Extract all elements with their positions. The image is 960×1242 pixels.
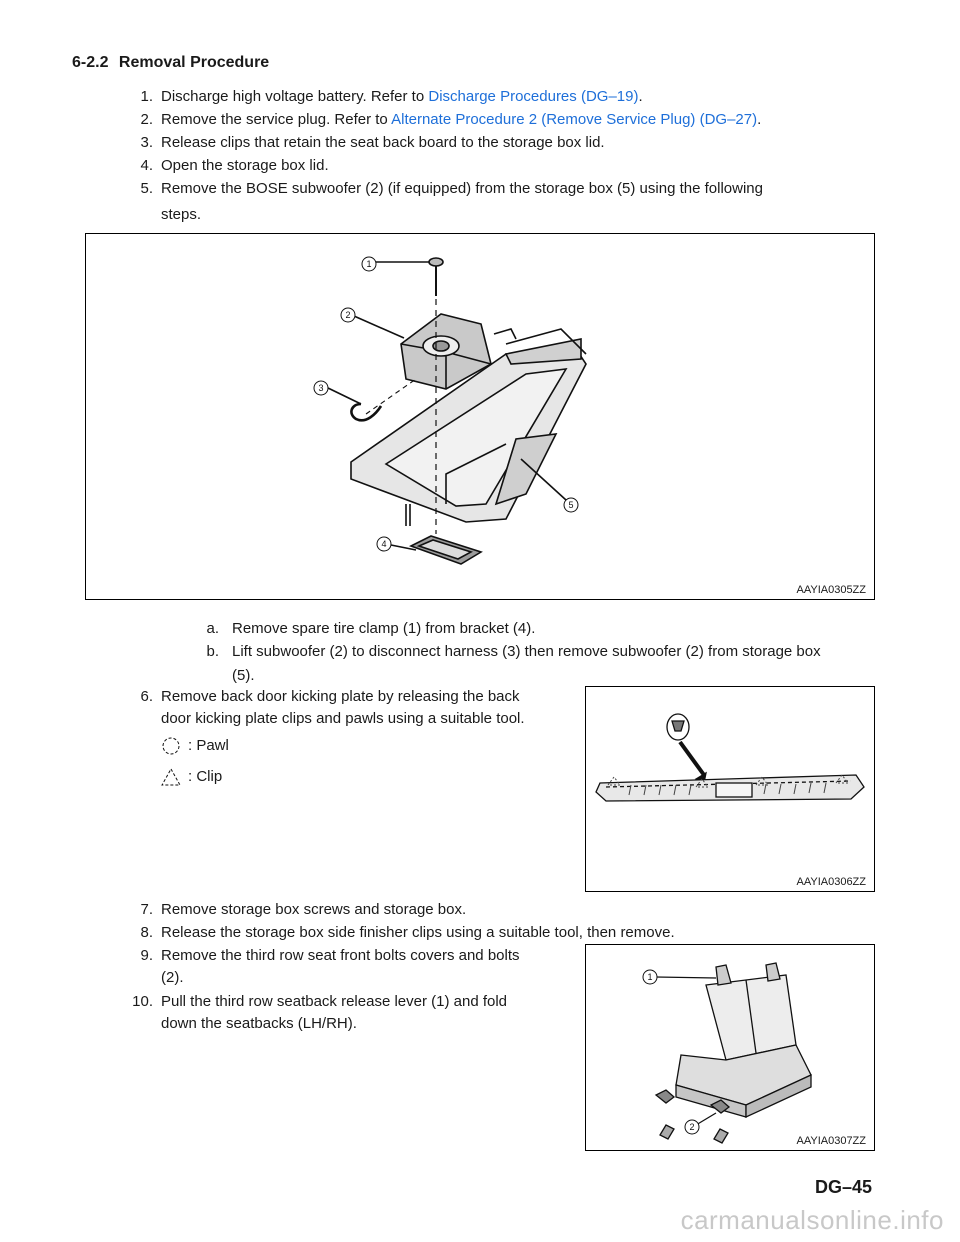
page-number: DG–45 bbox=[814, 1177, 872, 1197]
step-number: 7. bbox=[140, 901, 153, 918]
substep-text: Lift subwoofer (2) to disconnect harness (3) then remove subwoofer (2) from storage box bbox=[232, 643, 821, 660]
step-text: Discharge high voltage battery. Refer to bbox=[161, 88, 429, 105]
section-heading bbox=[72, 54, 269, 72]
step-text-continued: (2). bbox=[161, 969, 184, 986]
callout-5: 5 bbox=[568, 500, 574, 510]
step-number: 4. bbox=[140, 157, 153, 174]
figure-code: AAYIA0305ZZ bbox=[796, 584, 866, 596]
legend-clip bbox=[160, 767, 222, 787]
step-text-continued: steps. bbox=[161, 206, 202, 223]
step-text: Open the storage box lid. bbox=[161, 157, 329, 174]
step-number: 5. bbox=[140, 180, 153, 197]
watermark: carmanualsonline.info bbox=[680, 1205, 944, 1235]
figure-kicking-plate bbox=[585, 686, 875, 892]
step-text: Pull the third row seatback release lever (1) and fold bbox=[161, 993, 508, 1010]
callout-2: 2 bbox=[689, 1122, 695, 1132]
clip-triangle-icon bbox=[160, 767, 182, 787]
callout-1: 1 bbox=[647, 972, 653, 982]
step-number: 2. bbox=[140, 111, 153, 128]
step-number: 3. bbox=[140, 134, 153, 151]
step-number: 1. bbox=[140, 88, 153, 105]
step-punct: . bbox=[638, 88, 643, 105]
step-number: 9. bbox=[140, 947, 153, 964]
pawl-circle-icon bbox=[160, 736, 182, 756]
substep-letter: a. bbox=[206, 620, 219, 637]
callout-2: 2 bbox=[345, 310, 351, 320]
figure-code: AAYIA0306ZZ bbox=[796, 876, 866, 888]
callout-1: 1 bbox=[366, 259, 372, 269]
step-text: Remove back door kicking plate by releasing the back bbox=[161, 688, 520, 705]
figure-code: AAYIA0307ZZ bbox=[796, 1135, 866, 1147]
step-number: 8. bbox=[140, 924, 153, 941]
figure-storage-box bbox=[85, 233, 875, 600]
kicking-plate-illustration bbox=[586, 687, 874, 891]
legend-label: : Clip bbox=[188, 767, 223, 785]
step-punct: . bbox=[757, 111, 762, 128]
step-text: Remove the BOSE subwoofer (2) (if equipped) from the storage box (5) using the following bbox=[161, 180, 763, 197]
remove-service-plug-link[interactable]: Alternate Procedure 2 (Remove Service Plug) (DG–27) bbox=[391, 111, 758, 128]
callout-4: 4 bbox=[381, 539, 387, 549]
step-text-continued: door kicking plate clips and pawls using a suitable tool. bbox=[161, 710, 525, 727]
third-row-seat-illustration bbox=[586, 945, 874, 1150]
callout-3: 3 bbox=[318, 383, 324, 393]
substep-letter: b. bbox=[206, 643, 219, 660]
legend-label: : Pawl bbox=[188, 736, 229, 754]
step-text: Remove the service plug. Refer to bbox=[161, 111, 392, 128]
step-text: Remove the third row seat front bolts covers and bolts bbox=[161, 947, 520, 964]
section-title: Removal Procedure bbox=[118, 54, 270, 71]
section-number: 6-2.2 bbox=[72, 54, 109, 71]
step-text: Release clips that retain the seat back board to the storage box lid. bbox=[161, 134, 605, 151]
storage-box-illustration bbox=[86, 234, 874, 599]
step-number: 10. bbox=[132, 993, 153, 1010]
legend-pawl bbox=[160, 736, 229, 756]
figure-third-row-seat bbox=[585, 944, 875, 1151]
step-text-continued: down the seatbacks (LH/RH). bbox=[161, 1015, 357, 1032]
step-text: Release the storage box side finisher clips using a suitable tool, then remove. bbox=[161, 924, 675, 941]
discharge-procedures-link[interactable]: Discharge Procedures (DG–19) bbox=[428, 88, 639, 105]
step-number: 6. bbox=[140, 688, 153, 705]
step-text: Remove storage box screws and storage box. bbox=[161, 901, 467, 918]
substep-text: Remove spare tire clamp (1) from bracket (4). bbox=[232, 620, 536, 637]
substep-text-continued: (5). bbox=[232, 667, 255, 684]
